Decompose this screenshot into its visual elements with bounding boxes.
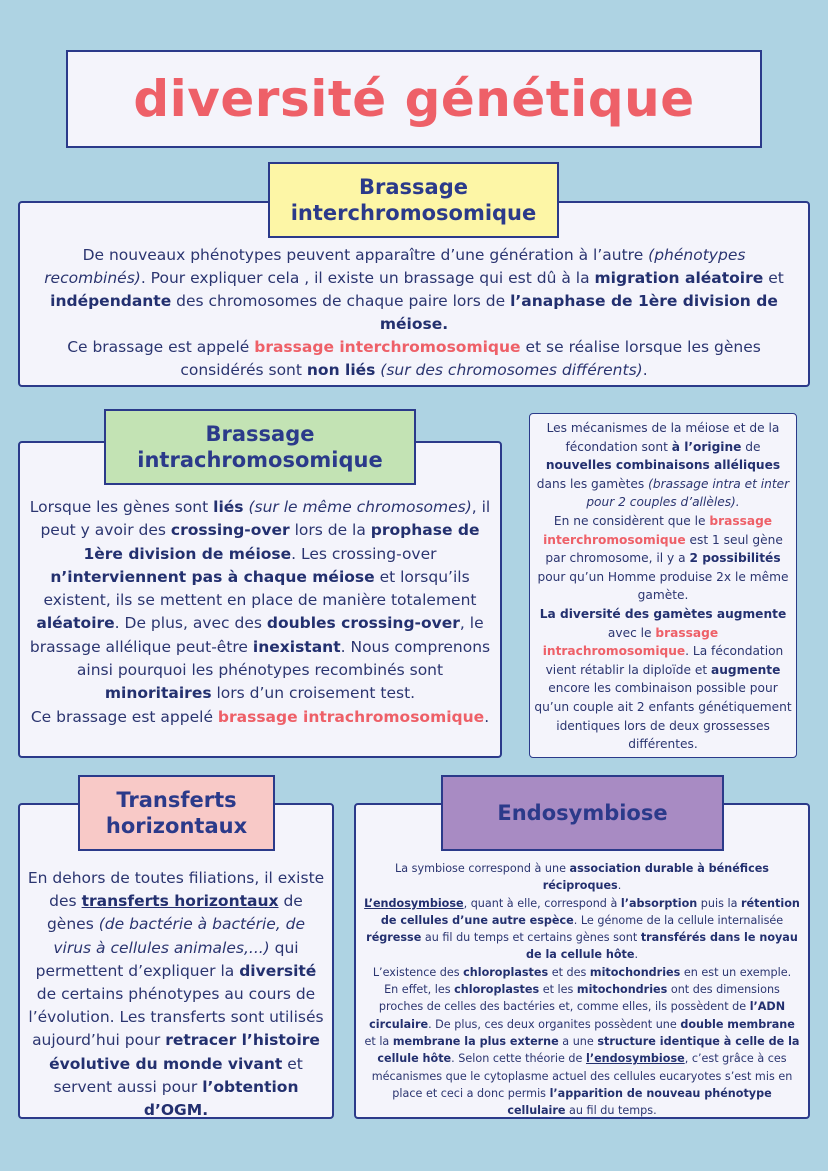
page-title: diversité génétique: [133, 70, 695, 128]
text-run: inexistant: [252, 637, 341, 656]
text-run: brassage interchromosomique: [543, 513, 773, 547]
text-run: (de bactérie à bactérie, de virus à cellules animales,...): [53, 915, 306, 957]
endo-label: [441, 775, 724, 851]
text-run: indépendante: [50, 292, 172, 310]
text-run: et les: [539, 983, 577, 997]
text-run: En ne considèrent que le: [553, 513, 710, 528]
text-run: ont des dimensions proches de celles des bactéries et, comme elles, ils possèdent de: [378, 983, 780, 1014]
text-run: L’endosymbiose: [364, 896, 464, 910]
text-run: et se réalise lorsque les gènes considérés sont: [180, 338, 761, 379]
text-run: transférés dans le noyau de la cellule hôte: [525, 931, 798, 962]
text-run: pour qu’un Homme produise 2x le même gamète.: [537, 569, 789, 603]
text-run: l’absorption: [620, 896, 698, 910]
text-run: brassage intrachromosomique: [217, 707, 485, 726]
transferts-label-line1: Transferts: [116, 787, 237, 812]
inter-label: [268, 162, 559, 238]
text-run: minoritaires: [104, 684, 212, 703]
text-run: l’endosymbiose: [585, 1052, 685, 1066]
text-run: . La fécondation vient rétablir la diploïde et: [545, 644, 784, 677]
text-run: mitochondries: [589, 965, 681, 979]
text-run: l’ADN circulaire: [369, 1000, 786, 1031]
text-run: brassage interchromosomique: [254, 338, 521, 356]
text-run: rétention de cellules d’une autre espèce: [380, 896, 800, 927]
side-text: [533, 419, 793, 754]
text-run: .: [617, 879, 622, 893]
text-run: , quant à elle, correspond à: [463, 896, 621, 910]
text-run: lors de la: [289, 521, 371, 540]
text-run: .: [484, 707, 490, 726]
text-run: Ce brassage est appelé: [30, 707, 218, 726]
text-run: , c’est grâce à ces mécanismes que le cytoplasme actuel des cellules eucaryotes s’est mis en place et ceci a donc permis: [371, 1052, 793, 1100]
text-run: l’obtention d’OGM.: [143, 1077, 299, 1120]
text-run: de certains phénotypes au cours de l’évolution. Les transferts sont utilisés aujourd’hui pour: [28, 985, 324, 1050]
text-run: régresse: [366, 931, 422, 945]
text-run: chloroplastes: [463, 965, 549, 979]
text-run: brassage intrachromosomique: [542, 625, 719, 659]
text-run: , il peut y avoir des: [40, 498, 491, 540]
text-run: . Pour expliquer cela , il existe un brassage qui est dû à la: [140, 269, 595, 287]
text-run: .: [642, 361, 648, 379]
text-run: liés: [213, 498, 244, 516]
text-run: non liés: [306, 361, 376, 379]
text-run: l’apparition de nouveau phénotype cellulaire: [507, 1086, 772, 1118]
text-run: En dehors de toutes filiations, il existe des: [27, 869, 325, 911]
intra-label-line2: intrachromosomique: [137, 448, 383, 472]
text-run: a une: [558, 1034, 598, 1048]
text-run: La symbiose correspond à une: [395, 862, 570, 875]
text-run: dans les gamètes: [536, 476, 649, 491]
text-run: L’existence des: [372, 965, 464, 979]
text-run: au fil du temps et certains gènes sont: [421, 931, 641, 945]
text-run: Ce brassage est appelé: [67, 338, 255, 356]
text-run: et des: [548, 965, 590, 979]
intra-label-line1: Brassage: [205, 421, 315, 446]
text-run: (sur le même chromosomes): [243, 498, 472, 516]
text-run: est 1 seul gène par chromosome, il y a: [545, 532, 783, 566]
text-run: et lorsqu’ils existent, ils se mettent en place de manière totalement: [43, 567, 477, 610]
text-run: lors d’un croisement test.: [211, 684, 416, 703]
text-run: (phénotypes recombinés): [44, 246, 746, 287]
inter-label-line1: Brassage: [359, 174, 468, 199]
text-run: doubles crossing-over: [266, 614, 460, 633]
transferts-text: [26, 867, 326, 1122]
text-run: 2 possibilités: [689, 551, 781, 566]
text-run: l’anaphase de 1ère division de méiose.: [379, 292, 778, 333]
text-run: . Nous comprenons ainsi pourquoi les phénotypes recombinés sont: [76, 637, 491, 680]
text-run: . Le génome de la cellule internalisée: [573, 913, 784, 927]
text-run: mitochondries: [576, 983, 668, 997]
text-run: En effet, les: [384, 983, 455, 997]
text-run: (brassage intra et inter pour 2 couples d’allèles).: [586, 476, 790, 510]
text-run: chloroplastes: [454, 983, 540, 997]
text-run: transferts horizontaux: [81, 892, 279, 911]
text-run: structure identique à celle de la cellule hôte: [377, 1034, 800, 1066]
text-run: .: [634, 948, 639, 962]
text-run: et: [763, 269, 784, 287]
text-run: double membrane: [680, 1017, 795, 1031]
text-run: diversité: [239, 961, 317, 980]
text-run: aléatoire: [36, 614, 115, 633]
endo-text: [362, 860, 802, 1119]
text-run: membrane la plus externe: [392, 1034, 559, 1048]
text-run: nouvelles combinaisons alléliques: [545, 458, 781, 473]
text-run: migration aléatoire: [594, 269, 764, 287]
intra-label: [104, 409, 416, 485]
transferts-label-line2: horizontaux: [105, 814, 248, 838]
text-run: avec le: [607, 625, 656, 640]
text-run: . De plus, avec des: [114, 614, 267, 633]
text-run: à l’origine: [671, 439, 742, 454]
text-run: de gènes: [46, 892, 303, 934]
text-run: en est un exemple.: [680, 965, 792, 979]
text-run: retracer l’histoire évolutive du monde vivant: [49, 1031, 320, 1073]
text-run: qui permettent d’expliquer la: [35, 938, 299, 980]
text-run: association durable à bénéfices réciproques: [542, 862, 769, 893]
text-run: augmente: [711, 662, 781, 677]
text-run: La diversité des gamètes augmente: [539, 606, 787, 621]
transferts-label: [78, 775, 275, 851]
inter-text: [30, 244, 798, 382]
text-run: et la: [364, 1034, 393, 1048]
text-run: crossing-over: [170, 521, 290, 540]
text-run: (sur des chromosomes différents): [375, 361, 643, 379]
text-run: , le brassage allélique peut-être: [29, 614, 484, 656]
text-run: de: [741, 439, 761, 454]
text-run: des chromosomes de chaque paire lors de: [171, 292, 511, 310]
text-run: . Les crossing-over: [291, 544, 437, 563]
text-run: Les mécanismes de la méiose et de la fécondation sont: [546, 421, 780, 454]
text-run: prophase de 1ère division de méiose: [83, 521, 480, 563]
intra-text: [26, 496, 494, 729]
title-box: [66, 50, 762, 148]
text-run: . Selon cette théorie de: [451, 1052, 586, 1066]
text-run: Lorsque les gènes sont: [29, 498, 214, 516]
inter-label-line2: interchromosomique: [290, 201, 537, 225]
text-run: au fil du temps.: [565, 1104, 657, 1118]
endo-label-text: Endosymbiose: [497, 800, 668, 825]
text-run: et servent aussi pour: [53, 1054, 303, 1096]
text-run: encore les combinaison possible pour qu’un couple ait 2 enfants génétiquement identiques lors de deux grossesses différentes.: [534, 681, 792, 752]
text-run: . De plus, ces deux organites possèdent une: [428, 1017, 681, 1031]
text-run: n’interviennent pas à chaque méiose: [50, 567, 375, 586]
text-run: puis la: [697, 896, 741, 910]
text-run: De nouveaux phénotypes peuvent apparaître d’une génération à l’autre: [82, 246, 649, 264]
